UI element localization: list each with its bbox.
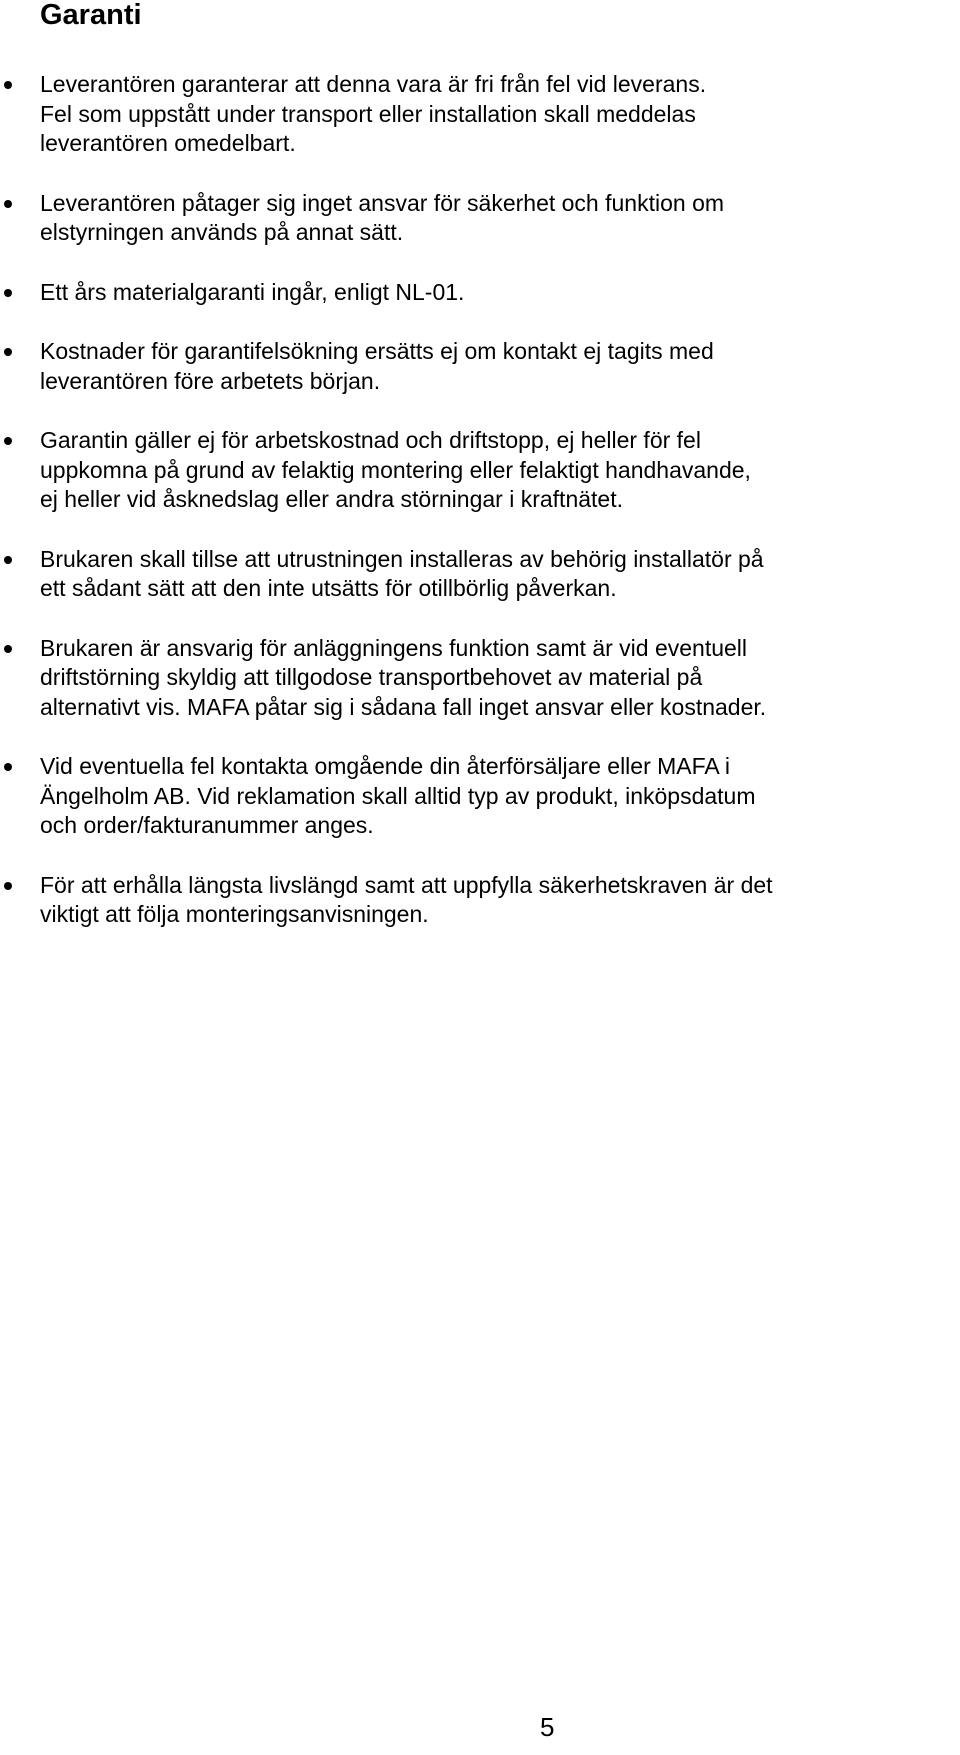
bullet-icon bbox=[4, 556, 12, 564]
list-item bbox=[0, 70, 960, 159]
bullet-line: Brukaren skall tillse att utrustningen installeras av behörig installatör på bbox=[40, 545, 764, 572]
bullet-line: Ängelholm AB. Vid reklamation skall alltid typ av produkt, inköpsdatum bbox=[40, 782, 756, 809]
bullet-icon bbox=[4, 763, 12, 771]
bullet-line: viktigt att följa monteringsanvisningen. bbox=[40, 901, 429, 927]
bullet-line: ej heller vid åsknedslag eller andra störningar i kraftnätet. bbox=[40, 486, 623, 512]
list-item bbox=[0, 752, 960, 841]
bullet-line: driftstörning skyldig att tillgodose transportbehovet av material på bbox=[40, 664, 703, 690]
bullet-icon bbox=[4, 200, 12, 208]
list-item bbox=[0, 278, 960, 308]
bullet-line: Vid eventuella fel kontakta omgående din återförsäljare eller MAFA i bbox=[40, 753, 730, 779]
bullet-line: leverantören före arbetets början. bbox=[40, 367, 381, 394]
bullet-line: För att erhålla längsta livslängd samt att uppfylla säkerhetskraven är det bbox=[40, 871, 773, 898]
bullet-icon bbox=[4, 81, 12, 89]
bullet-icon bbox=[4, 882, 12, 890]
warranty-bullet-list bbox=[0, 70, 960, 960]
bullet-icon bbox=[4, 645, 12, 653]
bullet-line: Leverantören påtager sig inget ansvar för säkerhet och funktion om bbox=[40, 189, 725, 216]
list-item bbox=[0, 426, 960, 515]
bullet-line: elstyrningen används på annat sätt. bbox=[40, 219, 404, 245]
bullet-line: Garantin gäller ej för arbetskostnad och driftstopp, ej heller för fel bbox=[40, 427, 701, 453]
list-item bbox=[0, 634, 960, 723]
bullet-line: Ett års materialgaranti ingår, enligt NL-01. bbox=[40, 278, 465, 305]
bullet-icon bbox=[4, 289, 12, 297]
bullet-icon bbox=[4, 348, 12, 356]
list-item bbox=[0, 337, 960, 396]
bullet-line: Leverantören garanterar att denna vara är fri från fel vid leverans. bbox=[40, 71, 707, 97]
bullet-line: Kostnader för garantifelsökning ersätts ej om kontakt ej tagits med bbox=[40, 338, 714, 364]
bullet-icon bbox=[4, 437, 12, 445]
list-item bbox=[0, 871, 960, 930]
page-heading: Garanti bbox=[40, 0, 142, 31]
list-item bbox=[0, 189, 960, 248]
page-number: 5 bbox=[540, 1712, 555, 1742]
bullet-line: Brukaren är ansvarig för anläggningens funktion samt är vid eventuell bbox=[40, 634, 748, 661]
list-item bbox=[0, 545, 960, 604]
bullet-line: och order/fakturanummer anges. bbox=[40, 812, 374, 838]
bullet-line: alternativt vis. MAFA påtar sig i sådana fall inget ansvar eller kostnader. bbox=[40, 693, 767, 720]
bullet-line: Fel som uppstått under transport eller installation skall meddelas bbox=[40, 100, 696, 127]
bullet-line: ett sådant sätt att den inte utsätts för otillbörlig påverkan. bbox=[40, 575, 617, 601]
bullet-line: uppkomna på grund av felaktig montering eller felaktigt handhavande, bbox=[40, 456, 751, 483]
bullet-line: leverantören omedelbart. bbox=[40, 130, 296, 156]
